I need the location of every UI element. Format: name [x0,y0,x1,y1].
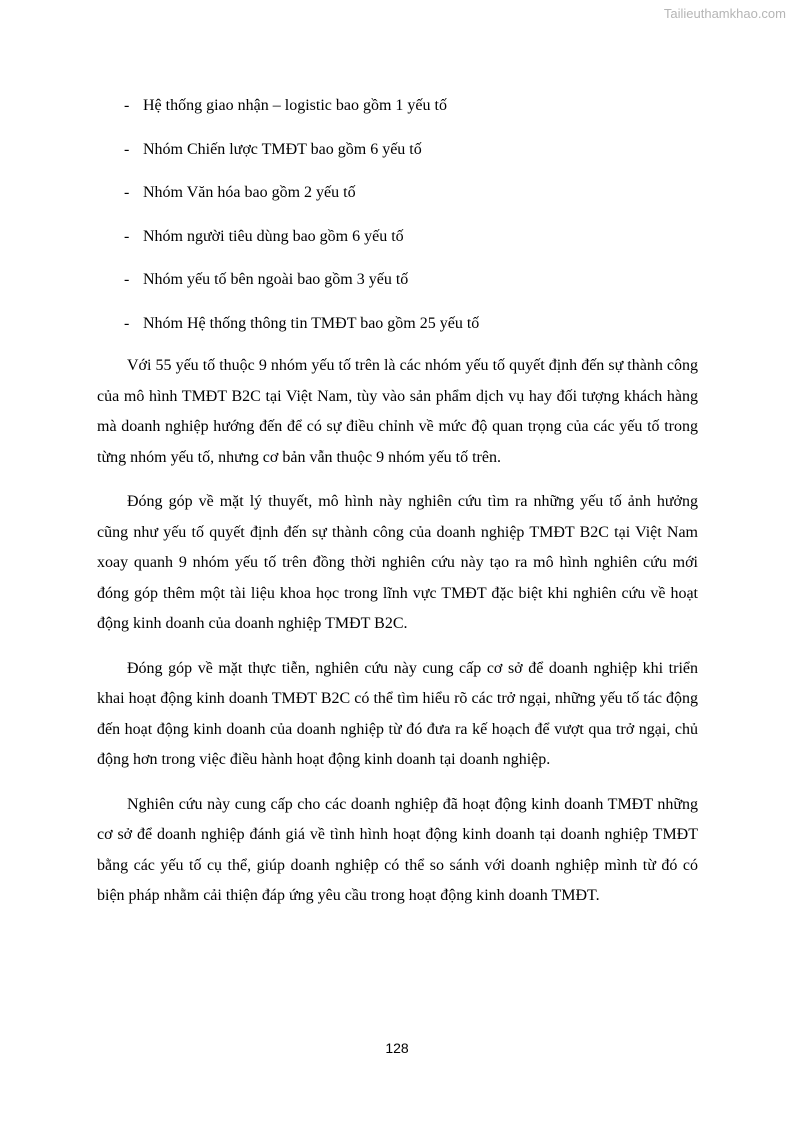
list-item-text: Nhóm Chiến lược TMĐT bao gồm 6 yếu tố [143,140,422,158]
page-content [97,90,698,926]
list-item-text: Nhóm Hệ thống thông tin TMĐT bao gồm 25 yếu tố [143,314,480,332]
bullet-dash: - [124,314,130,332]
list-item [97,221,698,265]
list-item [97,177,698,221]
paragraph-theoretical-contribution: Đóng góp về mặt lý thuyết, mô hình này nghiên cứu tìm ra những yếu tố ảnh hưởng cũng như yếu tố quyết định đến sự thành công của doanh nghiệp TMĐT B2C tại Việt Nam xoay quanh 9 nhóm yếu tố trên đồng thời nghiên cứu này tạo ra mô hình nghiên cứu mới đóng góp thêm một tài liệu khoa học trong lĩnh vực TMĐT đặc biệt khi nghiên cứu về hoạt động kinh doanh của doanh nghiệp TMĐT B2C. [97,493,698,632]
factor-group-list [97,90,698,351]
bullet-dash: - [124,227,130,245]
list-item-text: Nhóm yếu tố bên ngoài bao gồm 3 yếu tố [143,271,409,288]
list-item [97,134,698,178]
page-number: 128 [385,1040,409,1056]
paragraph-summary: Với 55 yếu tố thuộc 9 nhóm yếu tố trên là các nhóm yếu tố quyết định đến sự thành công của mô hình TMĐT B2C tại Việt Nam, tùy vào sản phẩm dịch vụ hay đối tượng khách hàng mà doanh nghiệp hướng đến để có sự điều chỉnh về mức độ quan trọng của các yếu tố trong từng nhóm yếu tố, nhưng cơ bản vẫn thuộc 9 nhóm yếu tố trên. [97,357,698,466]
list-item-text: Hệ thống giao nhận – logistic bao gồm 1 yếu tố [143,97,447,114]
paragraph-practical-contribution: Đóng góp về mặt thực tiễn, nghiên cứu này cung cấp cơ sở để doanh nghiệp khi triển khai hoạt động kinh doanh TMĐT B2C có thể tìm hiểu rõ các trở ngại, những yếu tố tác động đến hoạt động kinh doanh của doanh nghiệp từ đó đưa ra kế hoạch để vượt qua trở ngại, chủ động hơn trong việc điều hành hoạt động kinh doanh tại doanh nghiệp. [97,659,698,768]
bullet-dash: - [124,184,130,201]
bullet-dash: - [124,271,130,288]
list-item-text: Nhóm người tiêu dùng bao gồm 6 yếu tố [143,227,404,245]
list-item-text: Nhóm Văn hóa bao gồm 2 yếu tố [143,184,356,201]
list-item [97,90,698,134]
bullet-dash: - [124,140,130,158]
list-item [97,308,698,352]
paragraph-business-evaluation: Nghiên cứu này cung cấp cho các doanh nghiệp đã hoạt động kinh doanh TMĐT những cơ sở để doanh nghiệp đánh giá về tình hình hoạt động kinh doanh tại doanh nghiệp TMĐT bằng các yếu tố cụ thể, giúp doanh nghiệp có thể so sánh với doanh nghiệp mình từ đó có biện pháp nhằm cải thiện đáp ứng yêu cầu trong hoạt động kinh doanh TMĐT. [97,795,698,904]
watermark-text: Tailieuthamkhao.com [663,6,786,21]
bullet-dash: - [124,97,130,114]
list-item [97,264,698,308]
